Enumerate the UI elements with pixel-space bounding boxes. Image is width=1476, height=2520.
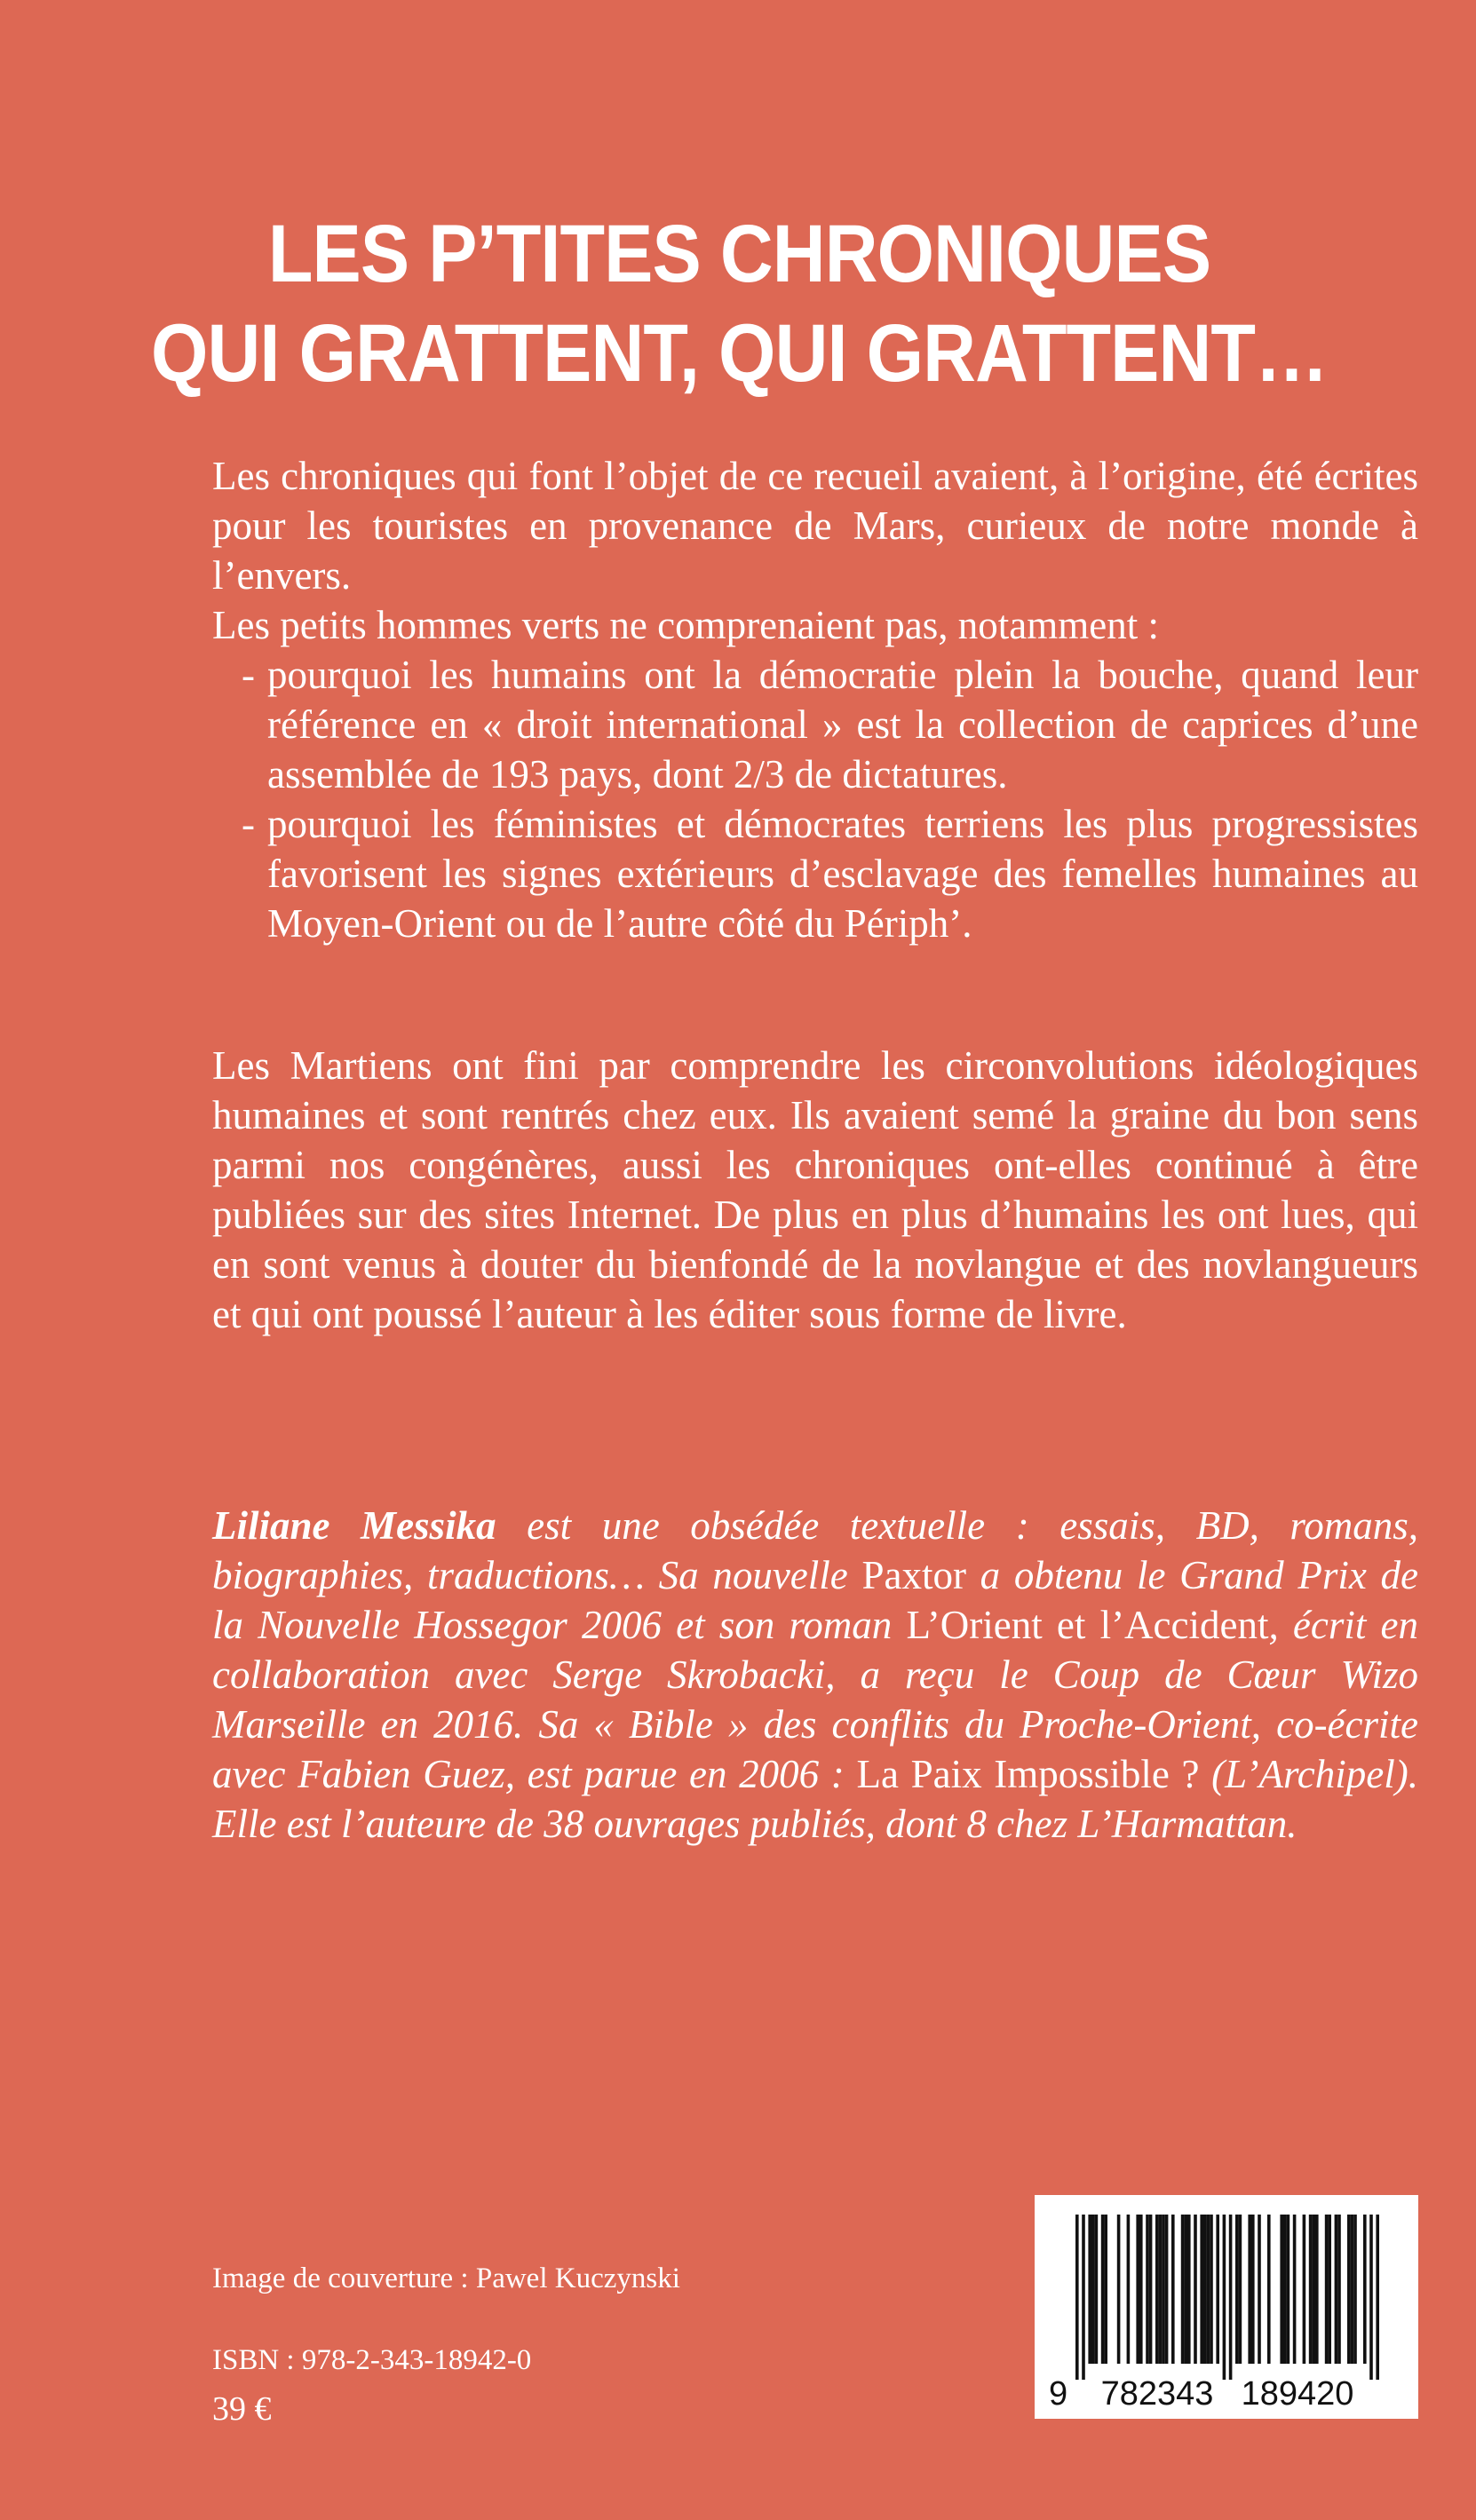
barcode-bar	[1184, 2215, 1187, 2364]
barcode-bar	[1369, 2215, 1373, 2380]
barcode-bar	[1181, 2215, 1185, 2364]
bio-text: (L’Archipel). Elle est l’auteure de 38 ouvrages publiés, dont 8 chez L’Harmattan.	[212, 1752, 1418, 1846]
barcode-bar	[1312, 2215, 1315, 2364]
bullet-item	[212, 650, 1418, 799]
bullet-text: pourquoi les humains ont la démocratie plein la bouche, quand leur référence en « droit international » est la collection de caprices d’une assemblée de 193 pays, dont 2/3 de dictatures.	[267, 653, 1418, 796]
barcode-bar	[1200, 2215, 1203, 2364]
barcode-bar	[1155, 2215, 1159, 2364]
barcode-bar	[1248, 2215, 1251, 2364]
barcode-bar	[1210, 2215, 1213, 2364]
title-line-2: QUI GRATTENT, QUI GRATTENT…	[151, 307, 1328, 399]
barcode-bar	[1104, 2215, 1107, 2364]
barcode-bar	[1223, 2215, 1226, 2380]
barcode-bar	[1283, 2215, 1287, 2364]
work-title: La Paix Impossible ?	[856, 1752, 1200, 1796]
barcode-bar	[1251, 2215, 1255, 2364]
barcode-bar	[1165, 2215, 1169, 2364]
intro-paragraph: Les chroniques qui font l’objet de ce recueil avaient, à l’origine, été écrites pour les touristes en provenance de Mars, curieux de notre monde à l’envers.	[212, 454, 1418, 598]
barcode-bar	[1203, 2215, 1207, 2364]
barcode-bar	[1325, 2215, 1329, 2364]
barcode	[1035, 2195, 1418, 2419]
bio-text: a obtenu le Grand Prix de la Nouvelle Hossegor 2006 et son roman	[212, 1553, 1418, 1647]
barcode-right-digits: 189420	[1241, 2375, 1354, 2413]
barcode-bar	[1075, 2215, 1079, 2380]
author-bio-paragraph	[212, 1501, 1418, 1849]
barcode-bar	[1287, 2215, 1290, 2364]
barcode-bar	[1162, 2215, 1165, 2364]
barcode-bar	[1267, 2215, 1271, 2364]
barcode-bar	[1095, 2215, 1099, 2364]
barcode-bar	[1280, 2215, 1283, 2364]
isbn: ISBN : 978-2-343-18942-0	[212, 2344, 532, 2376]
bio-text: , écrit en collaboration avec Serge Skrobacki, a reçu le Coup de Cœur Wizo Marseille en 2016. Sa « Bible » des conflits du Proche-Orient, co-écrite avec Fabien Guez, est parue en 2006 :	[212, 1603, 1419, 1796]
barcode-bar	[1303, 2215, 1306, 2364]
price: 39 €	[212, 2390, 272, 2428]
barcode-bar	[1309, 2215, 1313, 2364]
barcode-bar	[1315, 2215, 1319, 2364]
barcode-bar	[1139, 2215, 1143, 2364]
barcode-bar	[1159, 2215, 1163, 2364]
author-bio	[212, 1501, 1418, 1849]
book-title	[0, 204, 1476, 403]
barcode-bar	[1091, 2215, 1095, 2364]
barcode-bar	[1353, 2215, 1357, 2364]
barcode-bar	[1337, 2215, 1341, 2364]
barcode-lead-digit: 9	[1049, 2375, 1068, 2413]
barcode-bar	[1187, 2215, 1191, 2364]
barcode-bar	[1207, 2215, 1210, 2364]
work-title: L’Orient et l’Accident	[906, 1603, 1269, 1647]
barcode-bar	[1239, 2215, 1242, 2364]
barcode-bars	[1075, 2215, 1379, 2380]
barcode-left-digits: 782343	[1100, 2375, 1214, 2413]
intro-lead: Les petits hommes verts ne comprenaient pas, notamment :	[212, 603, 1159, 647]
bullet-dash: -	[242, 653, 255, 697]
barcode-bar	[1235, 2215, 1239, 2364]
barcode-bar	[1376, 2215, 1379, 2380]
barcode-bar	[1258, 2215, 1261, 2364]
barcode-bar	[1101, 2215, 1105, 2364]
barcode-bar	[1216, 2215, 1219, 2364]
barcode-bar	[1082, 2215, 1085, 2380]
intro-section	[212, 451, 1418, 948]
barcode-bar	[1363, 2215, 1367, 2364]
martians-paragraph: Les Martiens ont fini par comprendre les circonvolutions idéologiques humaines et sont rentrés chez eux. Ils avaient semé la graine du bon sens parmi nos congénères, aussi les chroniques ont-elles continué à être publiées sur des sites Internet. De plus en plus d’humains les ont lues, qui en sont venus à douter du bienfondé de la novlangue et des novlangueurs et qui ont poussé l’auteur à les éditer sous forme de livre.	[212, 1043, 1418, 1336]
barcode-bar	[1146, 2215, 1149, 2364]
barcode-bar	[1088, 2215, 1091, 2364]
barcode-bar	[1171, 2215, 1175, 2364]
barcode-bar	[1194, 2215, 1197, 2364]
bullet-item	[212, 799, 1418, 948]
work-title: Paxtor	[861, 1553, 966, 1597]
barcode-bar	[1351, 2215, 1354, 2364]
cover-image-credit: Image de couverture : Pawel Kuczynski	[212, 2262, 680, 2294]
author-name: Liliane Messika	[212, 1503, 496, 1548]
bullet-text: pourquoi les féministes et démocrates terriens les plus progressistes favorisent les signes extérieurs d’esclavage des femelles humaines au Moyen-Orient ou de l’autre côté du Périph’.	[267, 802, 1418, 946]
barcode-bar	[1229, 2215, 1233, 2380]
barcode-bar	[1117, 2215, 1121, 2364]
bio-text: est une obsédée textuelle : essais, BD, romans, biographies, traductions… Sa nouvelle	[212, 1503, 1418, 1597]
barcode-graphic	[1035, 2195, 1418, 2419]
barcode-bar	[1335, 2215, 1338, 2364]
barcode-bar	[1347, 2215, 1351, 2364]
martians-section	[212, 1041, 1418, 1339]
barcode-bar	[1293, 2215, 1297, 2364]
bullet-dash: -	[242, 802, 255, 846]
barcode-bar	[1136, 2215, 1139, 2364]
barcode-bar	[1149, 2215, 1153, 2364]
barcode-bar	[1127, 2215, 1131, 2364]
title-line-1: LES P’TITES CHRONIQUES	[267, 208, 1211, 299]
barcode-bar	[1328, 2215, 1331, 2364]
